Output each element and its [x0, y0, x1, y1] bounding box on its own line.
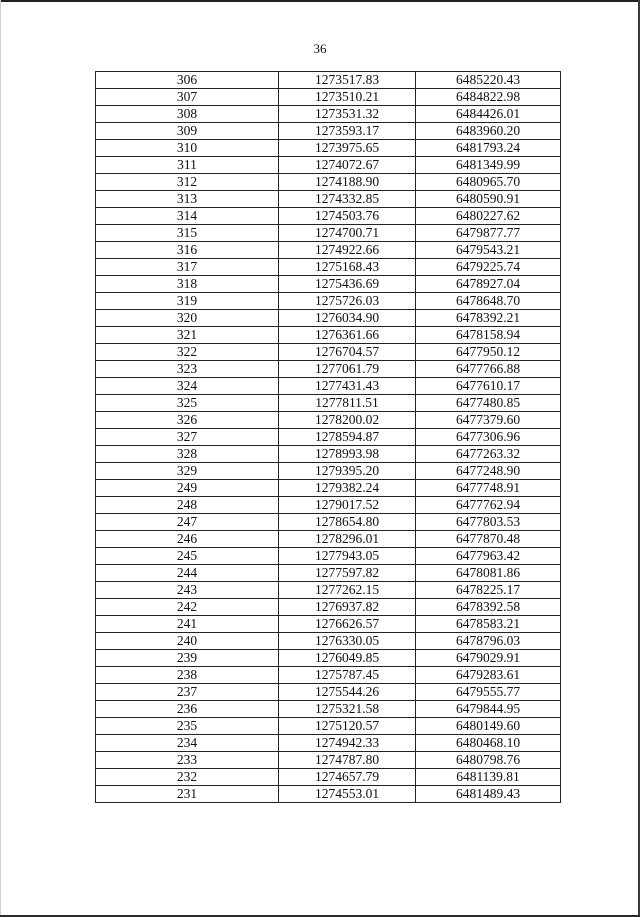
- x-coordinate-cell: 1279017.52: [279, 497, 416, 514]
- y-coordinate-cell: 6479877.77: [416, 225, 561, 242]
- table-row: [96, 531, 561, 548]
- coordinate-table: [95, 71, 561, 803]
- x-coordinate-cell: 1277431.43: [279, 378, 416, 395]
- x-coordinate-cell: 1273531.32: [279, 106, 416, 123]
- table-row: [96, 463, 561, 480]
- x-coordinate-cell: 1279382.24: [279, 480, 416, 497]
- y-coordinate-cell: 6479283.61: [416, 667, 561, 684]
- point-id-cell: 246: [96, 531, 279, 548]
- point-id-cell: 242: [96, 599, 279, 616]
- point-id-cell: 323: [96, 361, 279, 378]
- table-row: [96, 327, 561, 344]
- table-row: [96, 293, 561, 310]
- y-coordinate-cell: 6477306.96: [416, 429, 561, 446]
- table-row: [96, 446, 561, 463]
- y-coordinate-cell: 6479555.77: [416, 684, 561, 701]
- table-row: [96, 208, 561, 225]
- x-coordinate-cell: 1274503.76: [279, 208, 416, 225]
- y-coordinate-cell: 6477963.42: [416, 548, 561, 565]
- y-coordinate-cell: 6484426.01: [416, 106, 561, 123]
- page-number: 36: [313, 41, 327, 56]
- y-coordinate-cell: 6480798.76: [416, 752, 561, 769]
- x-coordinate-cell: 1276049.85: [279, 650, 416, 667]
- table-row: [96, 72, 561, 89]
- point-id-cell: 239: [96, 650, 279, 667]
- table-row: [96, 752, 561, 769]
- x-coordinate-cell: 1278200.02: [279, 412, 416, 429]
- table-row: [96, 548, 561, 565]
- y-coordinate-cell: 6480149.60: [416, 718, 561, 735]
- point-id-cell: 240: [96, 633, 279, 650]
- y-coordinate-cell: 6477248.90: [416, 463, 561, 480]
- point-id-cell: 311: [96, 157, 279, 174]
- point-id-cell: 237: [96, 684, 279, 701]
- x-coordinate-cell: 1274942.33: [279, 735, 416, 752]
- table-row: [96, 786, 561, 803]
- y-coordinate-cell: 6477766.88: [416, 361, 561, 378]
- table-row: [96, 344, 561, 361]
- table-row: [96, 480, 561, 497]
- x-coordinate-cell: 1274787.80: [279, 752, 416, 769]
- table-row: [96, 769, 561, 786]
- table-row: [96, 123, 561, 140]
- point-id-cell: 307: [96, 89, 279, 106]
- table-row: [96, 735, 561, 752]
- point-id-cell: 245: [96, 548, 279, 565]
- y-coordinate-cell: 6481489.43: [416, 786, 561, 803]
- table-row: [96, 225, 561, 242]
- table-row: [96, 174, 561, 191]
- y-coordinate-cell: 6478225.17: [416, 582, 561, 599]
- point-id-cell: 249: [96, 480, 279, 497]
- y-coordinate-cell: 6480965.70: [416, 174, 561, 191]
- x-coordinate-cell: 1276361.66: [279, 327, 416, 344]
- x-coordinate-cell: 1278296.01: [279, 531, 416, 548]
- x-coordinate-cell: 1274188.90: [279, 174, 416, 191]
- x-coordinate-cell: 1277262.15: [279, 582, 416, 599]
- y-coordinate-cell: 6478648.70: [416, 293, 561, 310]
- x-coordinate-cell: 1278654.80: [279, 514, 416, 531]
- x-coordinate-cell: 1273510.21: [279, 89, 416, 106]
- x-coordinate-cell: 1275168.43: [279, 259, 416, 276]
- table-row: [96, 599, 561, 616]
- point-id-cell: 233: [96, 752, 279, 769]
- table-row: [96, 429, 561, 446]
- point-id-cell: 320: [96, 310, 279, 327]
- x-coordinate-cell: 1276330.05: [279, 633, 416, 650]
- x-coordinate-cell: 1274922.66: [279, 242, 416, 259]
- point-id-cell: 244: [96, 565, 279, 582]
- y-coordinate-cell: 6478392.58: [416, 599, 561, 616]
- table-row: [96, 616, 561, 633]
- x-coordinate-cell: 1277061.79: [279, 361, 416, 378]
- y-coordinate-cell: 6478927.04: [416, 276, 561, 293]
- point-id-cell: 238: [96, 667, 279, 684]
- x-coordinate-cell: 1275321.58: [279, 701, 416, 718]
- y-coordinate-cell: 6477263.32: [416, 446, 561, 463]
- y-coordinate-cell: 6479029.91: [416, 650, 561, 667]
- table-row: [96, 684, 561, 701]
- point-id-cell: 243: [96, 582, 279, 599]
- table-row: [96, 242, 561, 259]
- point-id-cell: 317: [96, 259, 279, 276]
- table-row: [96, 310, 561, 327]
- page-edge-left: [0, 0, 1, 917]
- x-coordinate-cell: 1277943.05: [279, 548, 416, 565]
- table-row: [96, 667, 561, 684]
- y-coordinate-cell: 6477803.53: [416, 514, 561, 531]
- x-coordinate-cell: 1276704.57: [279, 344, 416, 361]
- table-row: [96, 361, 561, 378]
- point-id-cell: 313: [96, 191, 279, 208]
- point-id-cell: 324: [96, 378, 279, 395]
- point-id-cell: 312: [96, 174, 279, 191]
- x-coordinate-cell: 1276626.57: [279, 616, 416, 633]
- point-id-cell: 316: [96, 242, 279, 259]
- point-id-cell: 329: [96, 463, 279, 480]
- y-coordinate-cell: 6477950.12: [416, 344, 561, 361]
- x-coordinate-cell: 1274332.85: [279, 191, 416, 208]
- x-coordinate-cell: 1273593.17: [279, 123, 416, 140]
- x-coordinate-cell: 1273517.83: [279, 72, 416, 89]
- y-coordinate-cell: 6483960.20: [416, 123, 561, 140]
- page-edge-top: [0, 0, 640, 2]
- y-coordinate-cell: 6477748.91: [416, 480, 561, 497]
- table-row: [96, 276, 561, 293]
- point-id-cell: 241: [96, 616, 279, 633]
- y-coordinate-cell: 6478796.03: [416, 633, 561, 650]
- point-id-cell: 306: [96, 72, 279, 89]
- table-row: [96, 395, 561, 412]
- table-row: [96, 191, 561, 208]
- x-coordinate-cell: 1275544.26: [279, 684, 416, 701]
- point-id-cell: 319: [96, 293, 279, 310]
- x-coordinate-cell: 1275436.69: [279, 276, 416, 293]
- x-coordinate-cell: 1273975.65: [279, 140, 416, 157]
- table-row: [96, 701, 561, 718]
- x-coordinate-cell: 1274072.67: [279, 157, 416, 174]
- table-row: [96, 106, 561, 123]
- x-coordinate-cell: 1276937.82: [279, 599, 416, 616]
- point-id-cell: 236: [96, 701, 279, 718]
- point-id-cell: 322: [96, 344, 279, 361]
- table-row: [96, 140, 561, 157]
- coordinate-table-body: [96, 72, 561, 803]
- point-id-cell: 247: [96, 514, 279, 531]
- point-id-cell: 309: [96, 123, 279, 140]
- point-id-cell: 231: [96, 786, 279, 803]
- point-id-cell: 234: [96, 735, 279, 752]
- x-coordinate-cell: 1277597.82: [279, 565, 416, 582]
- y-coordinate-cell: 6477480.85: [416, 395, 561, 412]
- table-row: [96, 89, 561, 106]
- y-coordinate-cell: 6477379.60: [416, 412, 561, 429]
- x-coordinate-cell: 1275787.45: [279, 667, 416, 684]
- y-coordinate-cell: 6481139.81: [416, 769, 561, 786]
- y-coordinate-cell: 6479225.74: [416, 259, 561, 276]
- y-coordinate-cell: 6477762.94: [416, 497, 561, 514]
- point-id-cell: 232: [96, 769, 279, 786]
- point-id-cell: 308: [96, 106, 279, 123]
- point-id-cell: 315: [96, 225, 279, 242]
- y-coordinate-cell: 6485220.43: [416, 72, 561, 89]
- y-coordinate-cell: 6478583.21: [416, 616, 561, 633]
- y-coordinate-cell: 6478081.86: [416, 565, 561, 582]
- x-coordinate-cell: 1278594.87: [279, 429, 416, 446]
- y-coordinate-cell: 6481349.99: [416, 157, 561, 174]
- y-coordinate-cell: 6480227.62: [416, 208, 561, 225]
- table-row: [96, 514, 561, 531]
- point-id-cell: 325: [96, 395, 279, 412]
- x-coordinate-cell: 1274553.01: [279, 786, 416, 803]
- y-coordinate-cell: 6480590.91: [416, 191, 561, 208]
- table-row: [96, 157, 561, 174]
- x-coordinate-cell: 1275726.03: [279, 293, 416, 310]
- y-coordinate-cell: 6478392.21: [416, 310, 561, 327]
- point-id-cell: 327: [96, 429, 279, 446]
- table-row: [96, 497, 561, 514]
- point-id-cell: 318: [96, 276, 279, 293]
- y-coordinate-cell: 6477610.17: [416, 378, 561, 395]
- x-coordinate-cell: 1277811.51: [279, 395, 416, 412]
- point-id-cell: 321: [96, 327, 279, 344]
- table-row: [96, 259, 561, 276]
- table-row: [96, 633, 561, 650]
- table-row: [96, 378, 561, 395]
- y-coordinate-cell: 6477870.48: [416, 531, 561, 548]
- point-id-cell: 310: [96, 140, 279, 157]
- x-coordinate-cell: 1276034.90: [279, 310, 416, 327]
- point-id-cell: 235: [96, 718, 279, 735]
- y-coordinate-cell: 6481793.24: [416, 140, 561, 157]
- point-id-cell: 326: [96, 412, 279, 429]
- table-row: [96, 412, 561, 429]
- y-coordinate-cell: 6480468.10: [416, 735, 561, 752]
- point-id-cell: 328: [96, 446, 279, 463]
- table-row: [96, 582, 561, 599]
- point-id-cell: 248: [96, 497, 279, 514]
- table-row: [96, 565, 561, 582]
- x-coordinate-cell: 1275120.57: [279, 718, 416, 735]
- table-row: [96, 718, 561, 735]
- x-coordinate-cell: 1279395.20: [279, 463, 416, 480]
- y-coordinate-cell: 6478158.94: [416, 327, 561, 344]
- y-coordinate-cell: 6479844.95: [416, 701, 561, 718]
- y-coordinate-cell: 6484822.98: [416, 89, 561, 106]
- x-coordinate-cell: 1274700.71: [279, 225, 416, 242]
- x-coordinate-cell: 1278993.98: [279, 446, 416, 463]
- y-coordinate-cell: 6479543.21: [416, 242, 561, 259]
- x-coordinate-cell: 1274657.79: [279, 769, 416, 786]
- table-row: [96, 650, 561, 667]
- point-id-cell: 314: [96, 208, 279, 225]
